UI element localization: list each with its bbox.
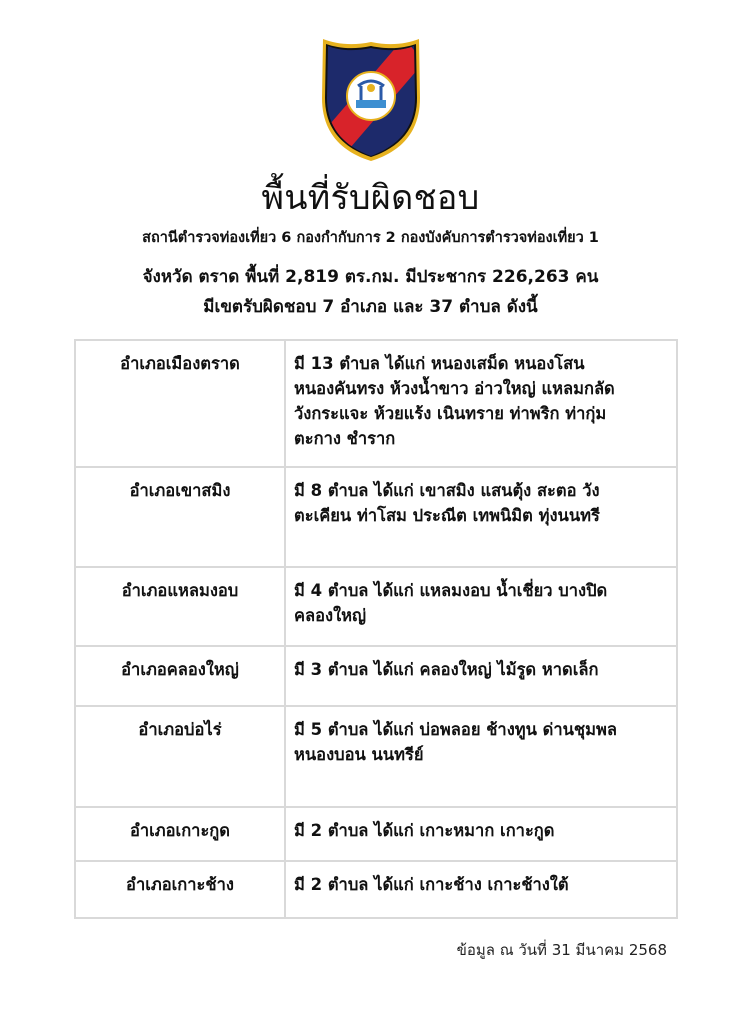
detail-line: มี 13 ตำบล ได้แก่ หนองเสม็ด หนองโสน bbox=[294, 354, 585, 373]
district-detail bbox=[285, 807, 677, 861]
detail-line: มี 2 ตำบล ได้แก่ เกาะหมาก เกาะกูด bbox=[294, 821, 555, 840]
province-summary bbox=[0, 262, 741, 322]
district-name: อำเภอเขาสมิง bbox=[75, 467, 285, 567]
summary-line-2: มีเขตรับผิดชอบ 7 อำเภอ และ 37 ตำบล ดังนี้ bbox=[203, 297, 538, 317]
district-detail bbox=[285, 340, 677, 467]
detail-line: หนองบอน นนทรีย์ bbox=[294, 745, 424, 764]
district-name: อำเภอคลองใหญ่ bbox=[75, 646, 285, 706]
page-title: พื้นที่รับผิดชอบ bbox=[261, 178, 480, 218]
tourist-police-badge-logo bbox=[318, 38, 424, 162]
table-row bbox=[75, 567, 677, 646]
detail-line: มี 3 ตำบล ได้แก่ คลองใหญ่ ไม้รูด หาดเล็ก bbox=[294, 660, 599, 679]
district-detail bbox=[285, 467, 677, 567]
district-name: อำเภอแหลมงอบ bbox=[75, 567, 285, 646]
district-detail bbox=[285, 861, 677, 918]
summary-line-1: จังหวัด ตราด พื้นที่ 2,819 ตร.กม. มีประชากร 226,263 คน bbox=[142, 267, 599, 287]
district-name: อำเภอเมืองตราด bbox=[75, 340, 285, 467]
district-name: อำเภอเกาะช้าง bbox=[75, 861, 285, 918]
detail-line: หนองคันทรง ห้วงน้ำขาว อ่าวใหญ่ แหลมกลัด bbox=[294, 379, 615, 398]
detail-line: ตะกาง ชำราก bbox=[294, 429, 396, 448]
detail-line: คลองใหญ่ bbox=[294, 606, 367, 625]
data-date-footer: ข้อมูล ณ วันที่ 31 มีนาคม 2568 bbox=[456, 941, 667, 959]
table-row bbox=[75, 807, 677, 861]
detail-line: ตะเคียน ท่าโสม ประณีต เทพนิมิต ทุ่งนนทรี bbox=[294, 506, 600, 525]
district-name: อำเภอเกาะกูด bbox=[75, 807, 285, 861]
district-name: อำเภอบ่อไร่ bbox=[75, 706, 285, 807]
district-detail bbox=[285, 706, 677, 807]
station-subtitle: สถานีตำรวจท่องเที่ยว 6 กองกำกับการ 2 กองบังคับการตำรวจท่องเที่ยว 1 bbox=[142, 230, 599, 246]
table-row bbox=[75, 340, 677, 467]
table-row bbox=[75, 861, 677, 918]
district-detail bbox=[285, 567, 677, 646]
detail-line: มี 5 ตำบล ได้แก่ บ่อพลอย ช้างทูน ด่านชุมพล bbox=[294, 720, 617, 739]
district-table bbox=[74, 339, 678, 919]
detail-line: มี 4 ตำบล ได้แก่ แหลมงอบ น้ำเชี่ยว บางปิด bbox=[294, 581, 608, 600]
detail-line: มี 2 ตำบล ได้แก่ เกาะช้าง เกาะช้างใต้ bbox=[294, 875, 569, 894]
table-row bbox=[75, 646, 677, 706]
table-row bbox=[75, 467, 677, 567]
table-row bbox=[75, 706, 677, 807]
district-detail bbox=[285, 646, 677, 706]
detail-line: มี 8 ตำบล ได้แก่ เขาสมิง แสนตุ้ง สะตอ วัง bbox=[294, 481, 600, 500]
detail-line: วังกระแจะ ห้วยแร้ง เนินทราย ท่าพริก ท่ากุ่ม bbox=[294, 404, 607, 423]
